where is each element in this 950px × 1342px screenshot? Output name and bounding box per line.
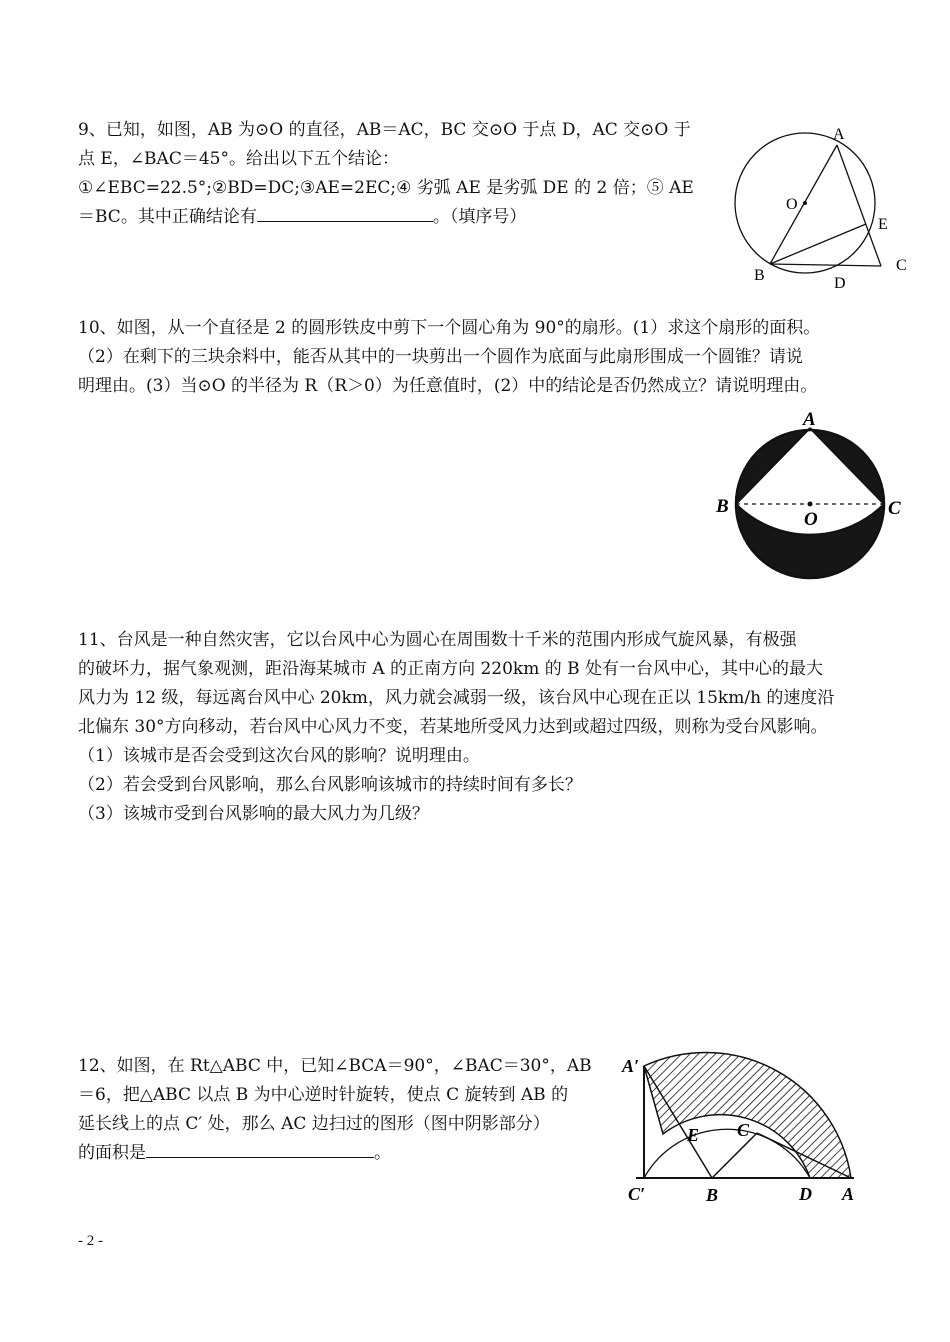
q12-line-1: 12、如图，在 Rt△ABC 中，已知∠BCA＝90°，∠BAC＝30°，AB bbox=[78, 1056, 592, 1076]
q9-segment-bc bbox=[770, 264, 881, 266]
q9-center-dot bbox=[803, 201, 807, 205]
q9-line-3: ①∠EBC=22.5°;②BD=DC;③AE=2EC;④ 劣弧 AE 是劣弧 DE 的 2 倍；⑤ AE bbox=[78, 178, 694, 198]
q12-answer-blank[interactable] bbox=[146, 1139, 374, 1158]
q10-line-3: 明理由。(3）当⊙O 的半径为 R（R＞0）为任意值时，(2）中的结论是否仍然成立？请说明理由。 bbox=[78, 376, 818, 396]
q11-line-4: 北偏东 30°方向移动，若台风中心风力不变，若某地所受风力达到或超过四级，则称为受台风影响。 bbox=[78, 717, 828, 737]
question-12-text bbox=[78, 1052, 592, 1168]
q11-line-3: 风力为 12 级，每远离台风中心 20km，风力就会减弱一级，该台风中心现在正以 15km/h 的速度沿 bbox=[78, 688, 835, 708]
q9-answer-blank[interactable] bbox=[257, 203, 433, 222]
q12-label-c: C bbox=[737, 1120, 750, 1140]
q10-line-1: 10、如图，从一个直径是 2 的圆形铁皮中剪下一个圆心角为 90°的扇形。(1）求这个扇形的面积。 bbox=[78, 318, 821, 338]
question-10-text bbox=[78, 314, 820, 401]
q11-subquestion-1: （1）该城市是否会受到这次台风的影响？说明理由。 bbox=[78, 746, 480, 766]
q12-label-b: B bbox=[706, 1185, 719, 1205]
q12-label-e: E bbox=[687, 1125, 700, 1145]
q9-line-2: 点 E，∠BAC＝45°。给出以下五个结论： bbox=[78, 149, 399, 169]
q12-line-2: ＝6，把△ABC 以点 B 为中心逆时针旋转，使点 C 旋转到 AB 的 bbox=[78, 1085, 569, 1105]
q10-center-dot bbox=[808, 502, 813, 507]
q12-label-c-prime: C′ bbox=[628, 1184, 646, 1204]
q9-segment-be bbox=[770, 224, 866, 264]
q9-label-c: C bbox=[896, 257, 907, 274]
q9-segment-ab bbox=[770, 145, 837, 264]
question-11-text bbox=[78, 626, 834, 829]
q11-line-2: 的破坏力，据气象观测，距沿海某城市 A 的正南方向 220km 的 B 处有一台风中心，其中心的最大 bbox=[78, 659, 824, 679]
question-9-text bbox=[78, 116, 694, 232]
page-number: - 2 - bbox=[78, 1233, 103, 1249]
q9-label-o: O bbox=[786, 196, 798, 213]
q11-subquestion-3: （3）该城市受到台风影响的最大风力为几级？ bbox=[78, 804, 429, 824]
q12-segment-bc bbox=[712, 1133, 757, 1178]
q12-label-a-prime: A′ bbox=[622, 1056, 640, 1076]
q9-label-b: B bbox=[754, 267, 765, 284]
q9-figure bbox=[720, 115, 920, 300]
q10-label-b: B bbox=[716, 496, 729, 517]
q11-line-1: 11、台风是一种自然灾害，它以台风中心为圆心在周围数十千米的范围内形成气旋风暴，有极强 bbox=[78, 630, 797, 650]
q12-swept-region bbox=[644, 1052, 851, 1178]
q12-label-a: A bbox=[842, 1184, 855, 1204]
q10-label-o: O bbox=[804, 509, 818, 530]
q9-line-1: 9、已知，如图，AB 为⊙O 的直径，AB＝AC，BC 交⊙O 于点 D，AC 交⊙O 于 bbox=[78, 120, 691, 140]
q11-subquestion-2: （2）若会受到台风影响，那么台风影响该城市的持续时间有多长？ bbox=[78, 775, 582, 795]
q9-label-a: A bbox=[833, 126, 845, 143]
q10-label-c: C bbox=[888, 498, 901, 519]
q12-line-3: 延长线上的点 C′ 处，那么 AC 边扫过的图形（图中阴影部分） bbox=[78, 1114, 550, 1134]
q9-line-4: ＝BC。其中正确结论有 。（填序号） bbox=[78, 203, 694, 232]
q12-figure bbox=[620, 1030, 865, 1210]
q10-line-2: （2）在剩下的三块余料中，能否从其中的一块剪出一个圆作为底面与此扇形围成一个圆锥？请说 bbox=[78, 347, 803, 367]
q9-label-e: E bbox=[878, 216, 888, 233]
q10-figure bbox=[712, 400, 912, 588]
q9-label-d: D bbox=[834, 275, 846, 292]
q12-label-d: D bbox=[799, 1184, 812, 1204]
q12-line-4: 的面积是 。 bbox=[78, 1139, 592, 1168]
q10-label-a: A bbox=[803, 409, 816, 430]
